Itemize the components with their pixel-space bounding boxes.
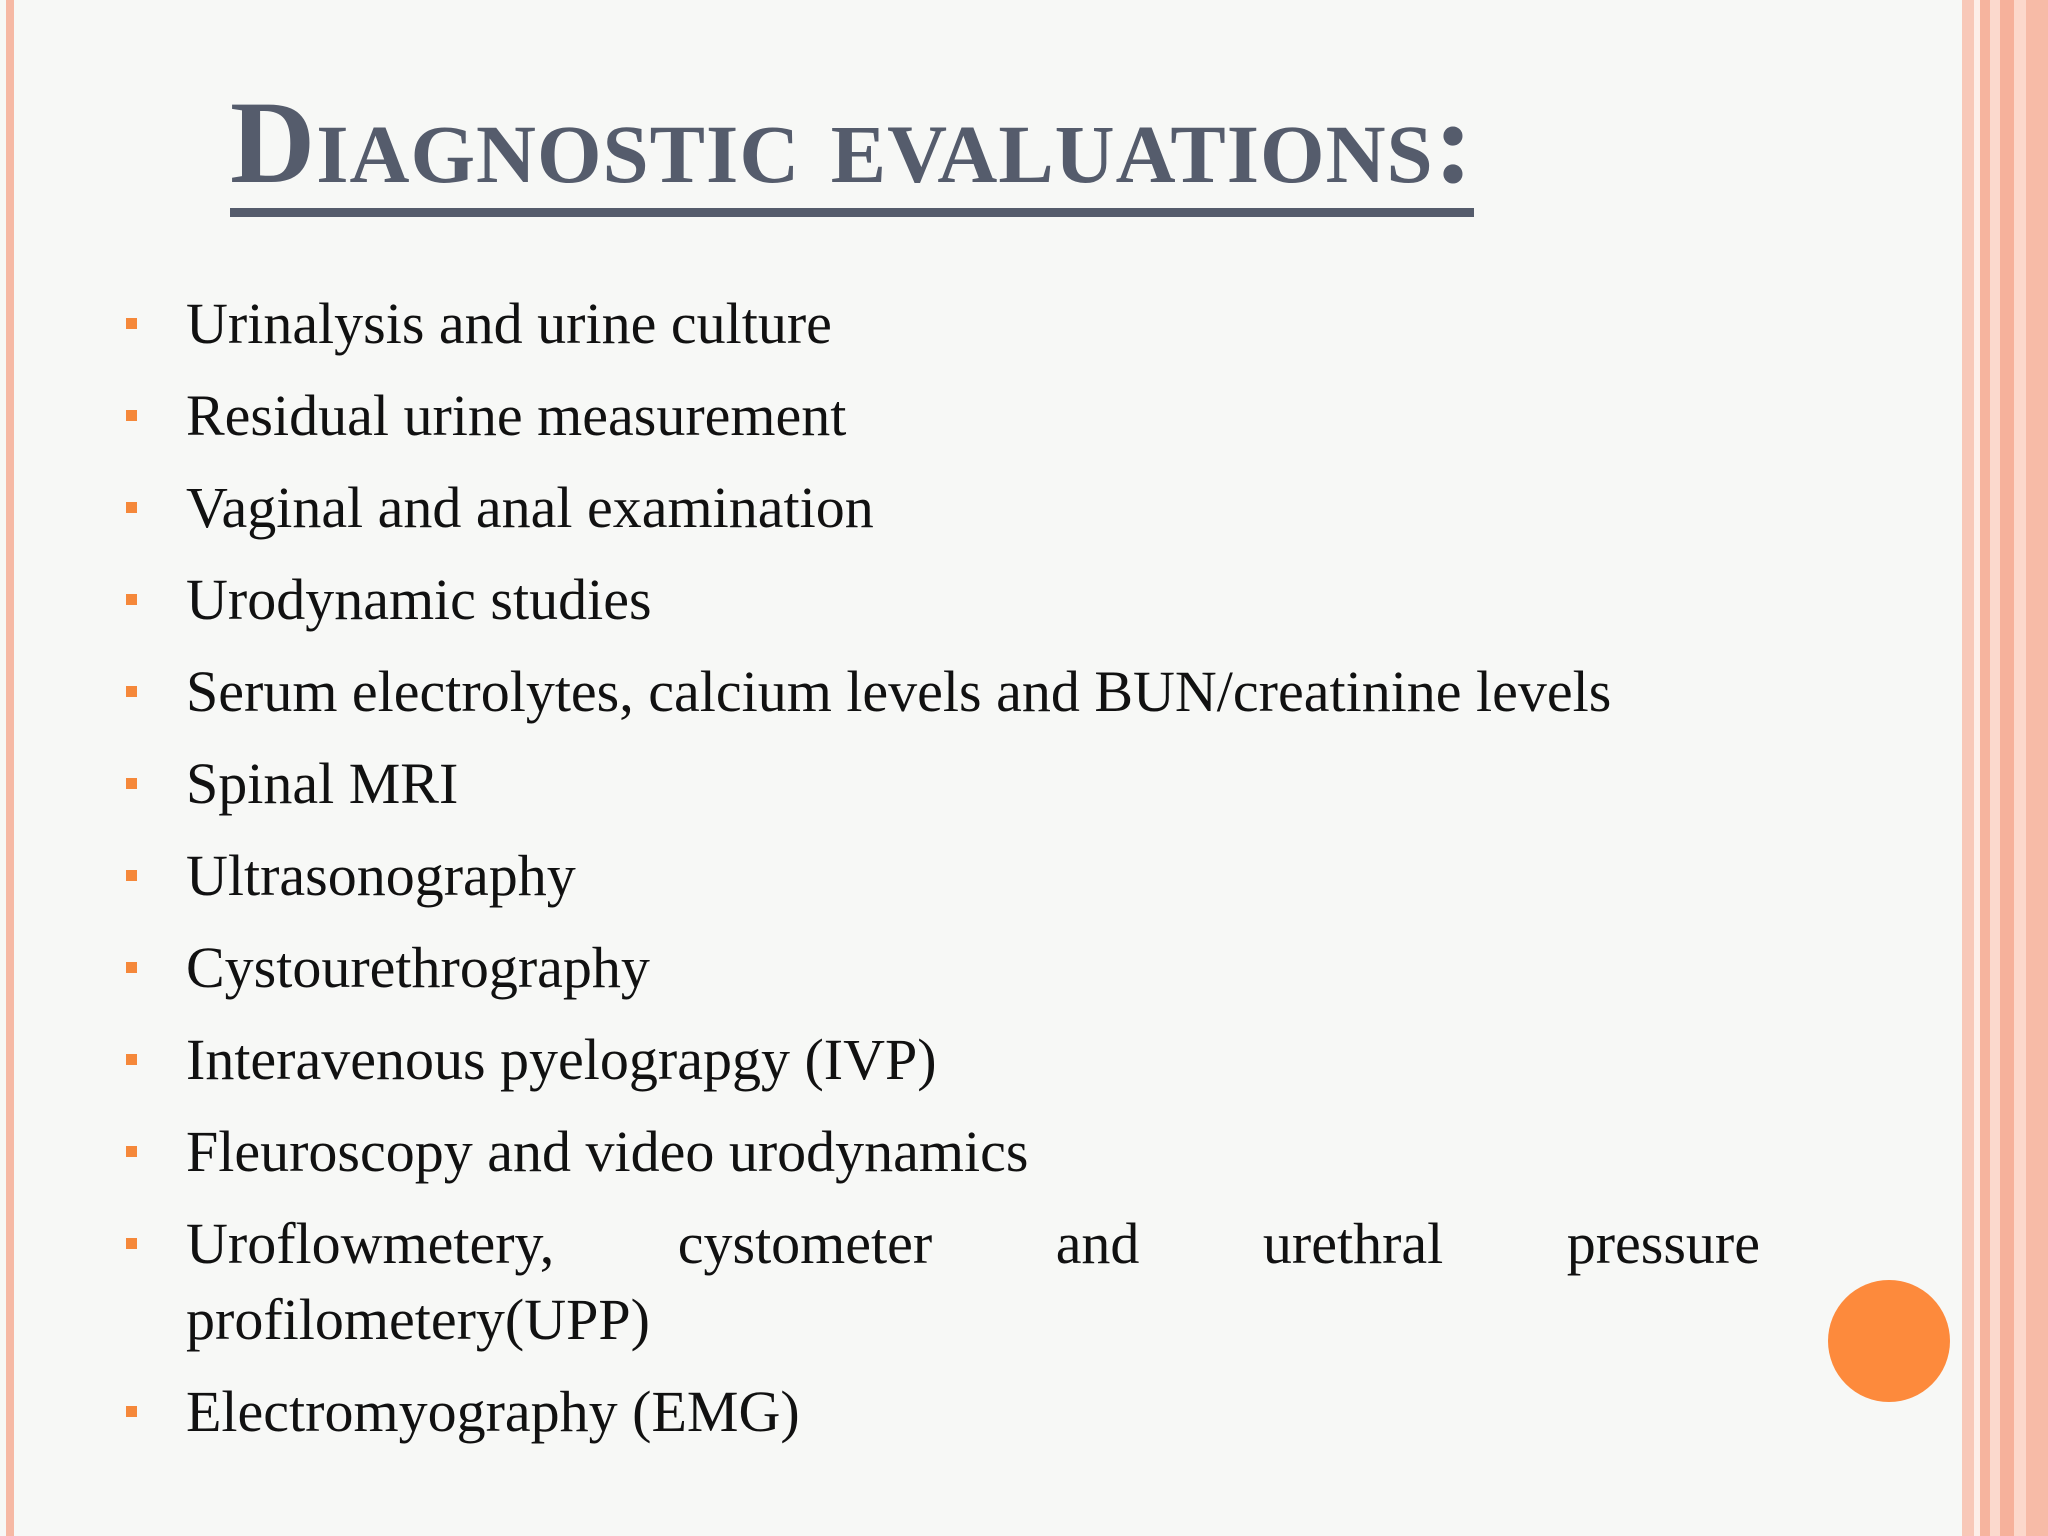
square-bullet-icon (126, 502, 137, 513)
left-accent-line (6, 0, 14, 1536)
list-item (120, 838, 1760, 914)
square-bullet-icon (126, 1146, 137, 1157)
list-item (120, 1114, 1760, 1190)
square-bullet-icon (126, 686, 137, 697)
list-item (120, 1206, 1760, 1358)
list-item (120, 1022, 1760, 1098)
square-bullet-icon (126, 870, 137, 881)
list-item-text: Vaginal and anal examination (186, 475, 874, 540)
list-item-text: Serum electrolytes, calcium levels and BUN/creatinine levels (186, 659, 1612, 724)
list-item (120, 378, 1760, 454)
list-item-text: Fleuroscopy and video urodynamics (186, 1119, 1029, 1184)
list-item-text: Urinalysis and urine culture (186, 291, 832, 356)
list-item (120, 746, 1760, 822)
list-item-text: Electromyography (EMG) (186, 1379, 800, 1444)
list-item (120, 286, 1760, 362)
square-bullet-icon (126, 410, 137, 421)
list-item (120, 654, 1760, 730)
list-item (120, 562, 1760, 638)
square-bullet-icon (126, 1238, 137, 1249)
square-bullet-icon (126, 778, 137, 789)
list-item-text: Spinal MRI (186, 751, 459, 816)
list-item (120, 1374, 1760, 1450)
right-decorative-stripe (1980, 0, 1990, 1536)
right-decorative-stripe (1990, 0, 2000, 1536)
square-bullet-icon (126, 318, 137, 329)
right-decorative-stripe (1962, 0, 1974, 1536)
list-item (120, 470, 1760, 546)
right-decorative-stripe (2000, 0, 2014, 1536)
list-item-text: Uroflowmetery, cystometer and urethral pressure profilometery(UPP) (186, 1211, 1760, 1352)
slide-title: Diagnostic evaluations: (230, 78, 1474, 217)
square-bullet-icon (126, 1406, 137, 1417)
list-item-text: Ultrasonography (186, 843, 576, 908)
decorative-circle (1828, 1280, 1950, 1402)
square-bullet-icon (126, 594, 137, 605)
bullet-list (120, 286, 1760, 1466)
list-item-text: Residual urine measurement (186, 383, 847, 448)
right-decorative-stripe (2026, 0, 2048, 1536)
square-bullet-icon (126, 962, 137, 973)
list-item-text: Cystourethrography (186, 935, 650, 1000)
list-item (120, 930, 1760, 1006)
square-bullet-icon (126, 1054, 137, 1065)
right-decorative-stripe (2014, 0, 2026, 1536)
list-item-text: Interavenous pyelograpgy (IVP) (186, 1027, 937, 1092)
list-item-text: Urodynamic studies (186, 567, 652, 632)
